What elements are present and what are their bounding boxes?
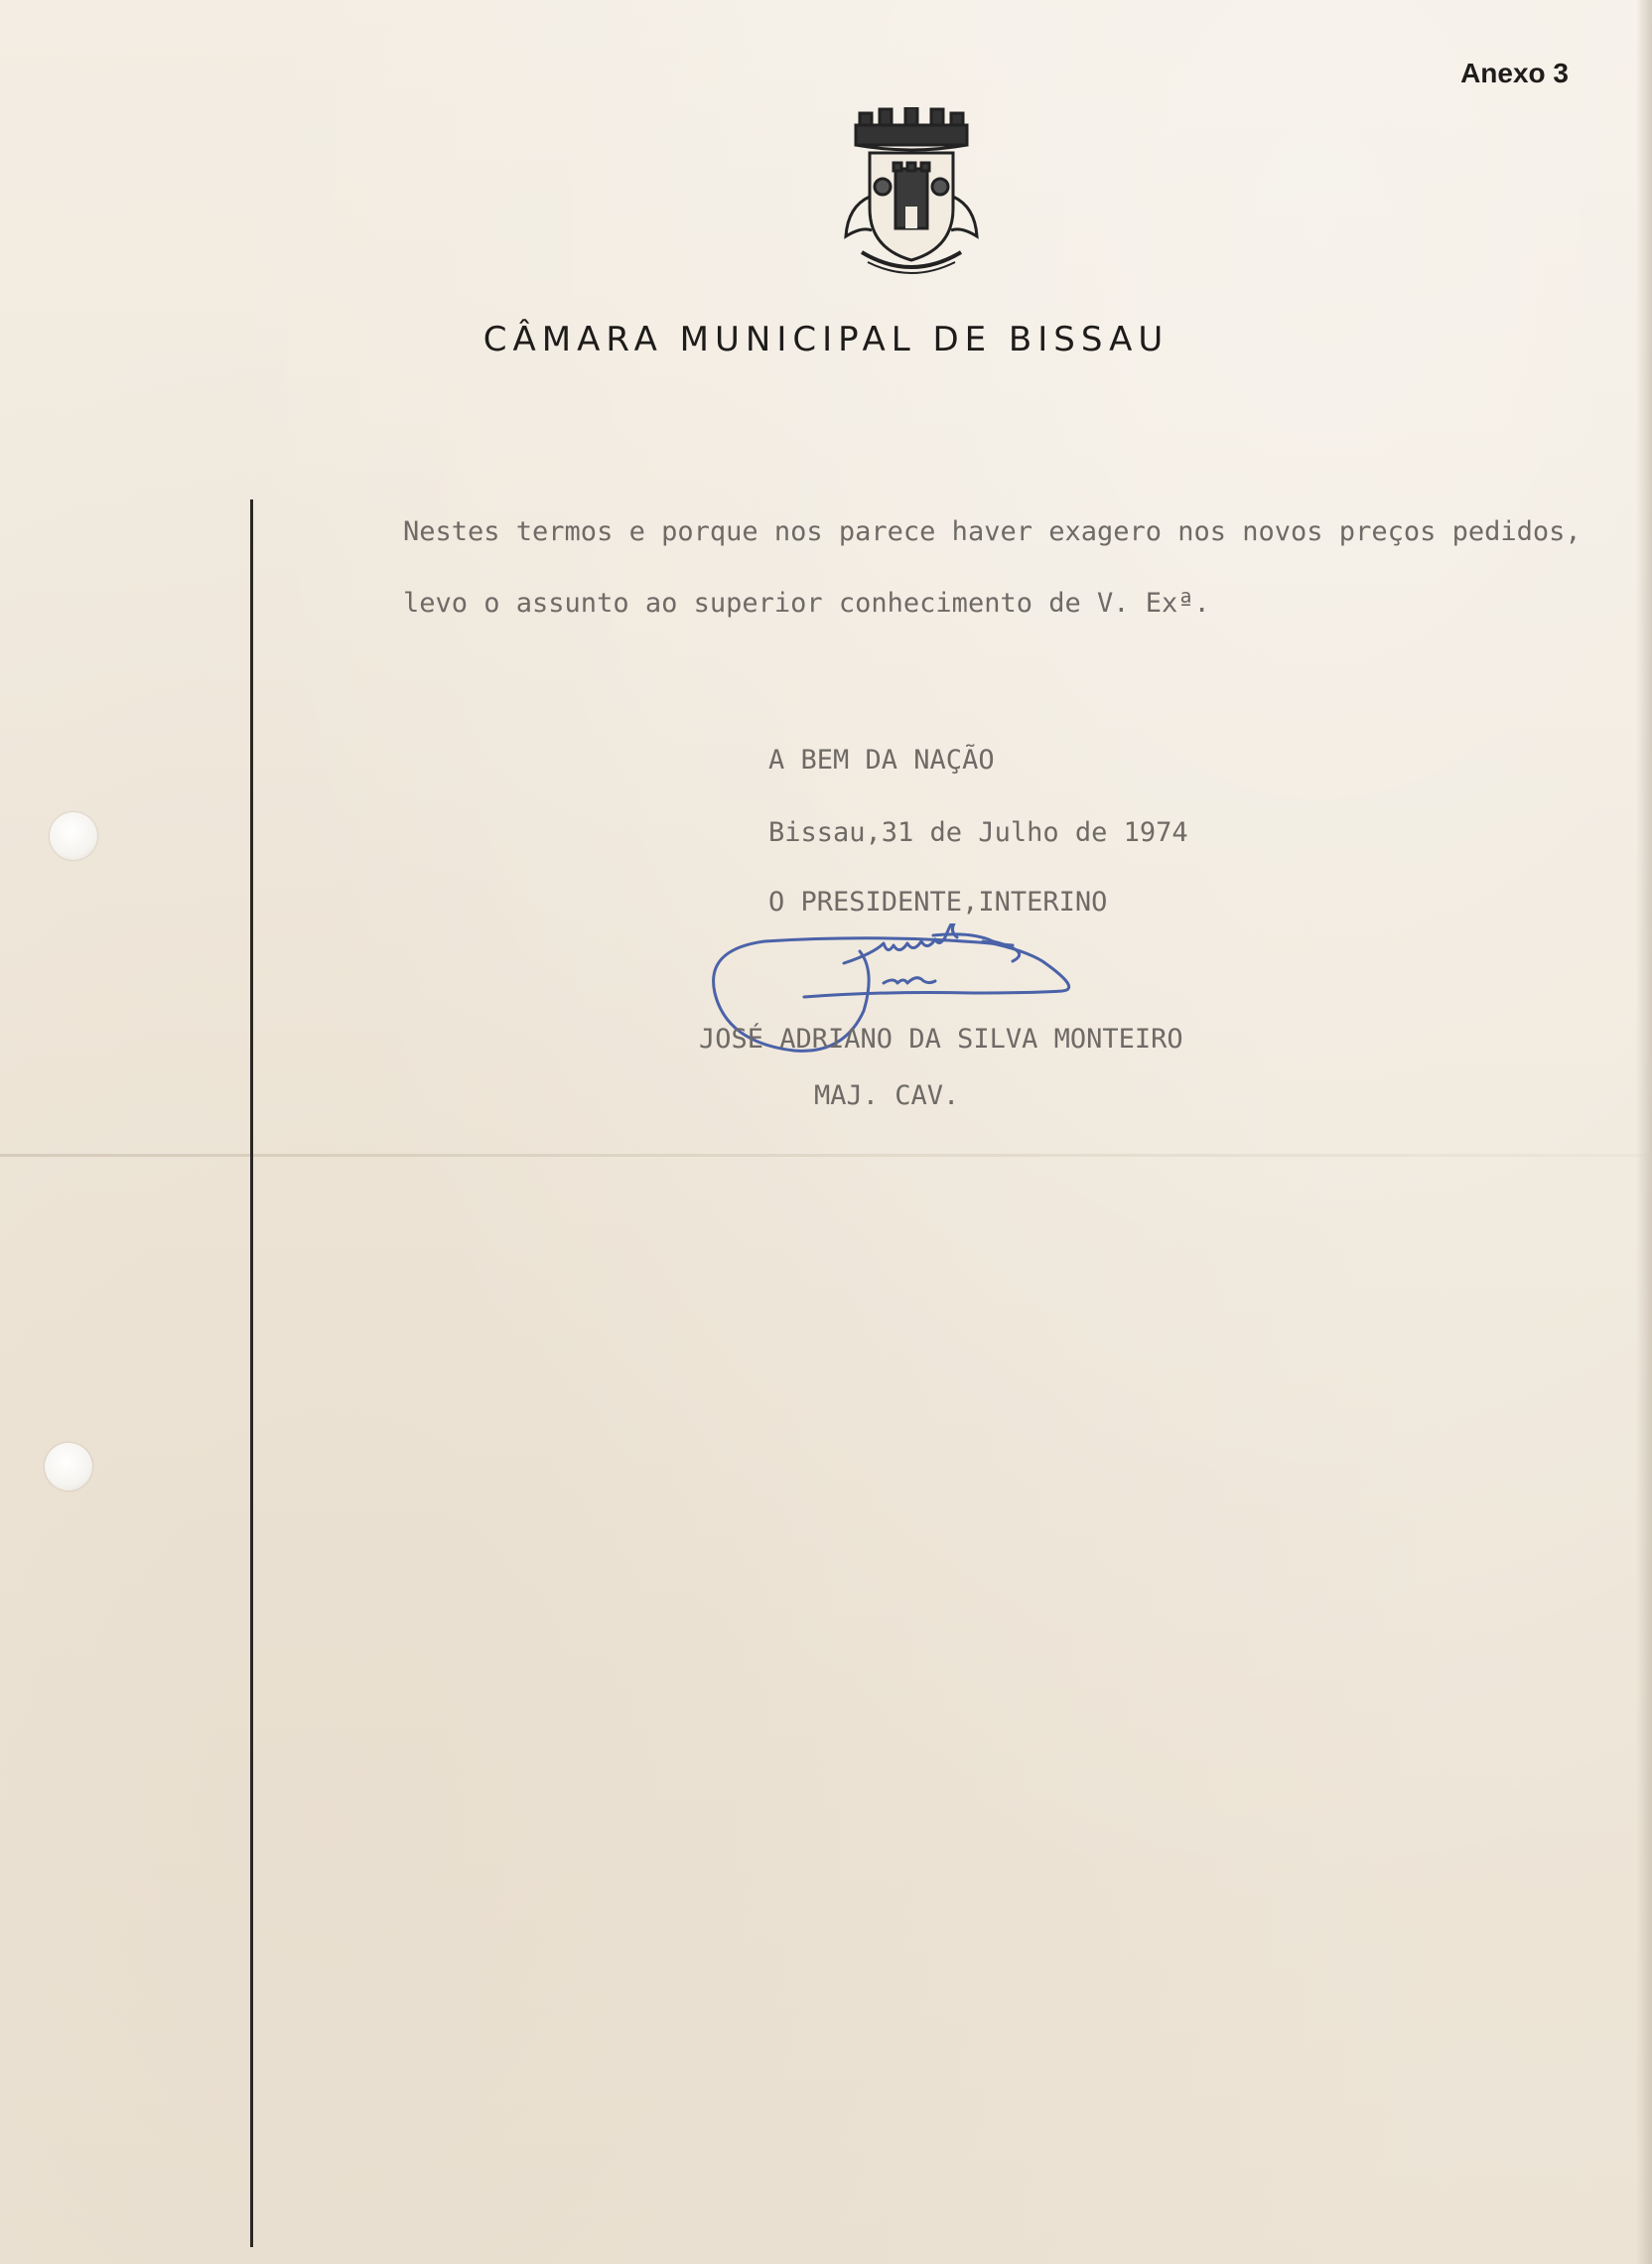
punch-hole-bottom — [45, 1443, 92, 1490]
body-line-2: levo o assunto ao superior conhecimento de V. Exª. — [403, 588, 1210, 619]
signatory-name: JOSÉ ADRIANO DA SILVA MONTEIRO — [699, 1024, 1183, 1055]
institution-name: CÂMARA MUNICIPAL DE BISSAU — [482, 320, 1170, 359]
closing-salutation: A BEM DA NAÇÃO — [768, 745, 995, 776]
body-line-1: Nestes termos e porque nos parece haver exagero nos novos preços pedidos, — [403, 516, 1582, 547]
annex-label: Anexo 3 — [1460, 58, 1569, 88]
punch-hole-top — [50, 812, 97, 860]
signatory-title: O PRESIDENTE,INTERINO — [768, 887, 1108, 918]
coat-of-arms-icon — [828, 107, 995, 280]
margin-rule — [250, 499, 253, 2247]
place-date: Bissau,31 de Julho de 1974 — [768, 817, 1188, 848]
fold-crease — [0, 1154, 1652, 1157]
signatory-rank: MAJ. CAV. — [814, 1080, 960, 1111]
